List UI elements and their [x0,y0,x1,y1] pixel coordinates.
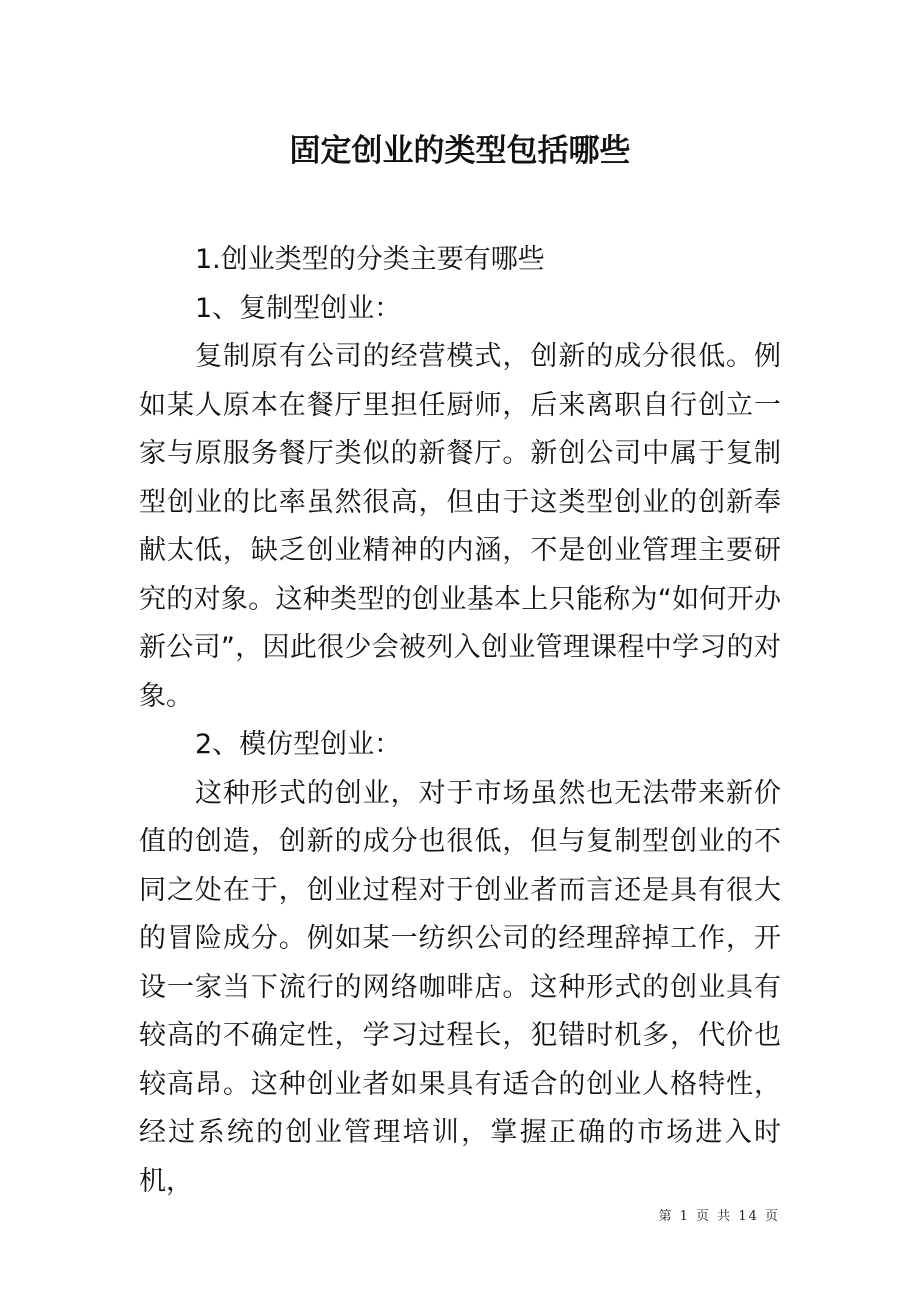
document-body [139,236,781,1206]
body-paragraph: 复制原有公司的经营模式，创新的成分很低。例如某人原本在餐厅里担任厨师，后来离职自行创立一家与原服务餐厅类似的新餐厅。新创公司中属于复制型创业的比率虽然很高，但由于这类型创业的创新奉献太低，缺乏创业精神的内涵，不是创业管理主要研究的对象。这种类型的创业基本上只能称为“如何开办新公司”，因此很少会被列入创业管理课程中学习的对象。 [139,341,781,712]
page-number-footer: 第 1 页 共 14 页 [658,1209,780,1224]
section-heading: 1.创业类型的分类主要有哪些 [195,244,545,275]
document-title: 固定创业的类型包括哪些 [289,133,631,169]
subsection-heading: 1、复制型创业： [195,292,402,324]
body-paragraph: 这种形式的创业，对于市场虽然也无法带来新价值的创造，创新的成分也很低，但与复制型创业的不同之处在于，创业过程对于创业者而言还是具有很大的冒险成分。例如某一纺织公司的经理辞掉工作，开设一家当下流行的网络咖啡店。这种形式的创业具有较高的不确定性，学习过程长，犯错时机多，代价也较高昂。这种创业者如果具有适合的创业人格特性，经过系统的创业管理培训，掌握正确的市场进入时机， [139,777,781,1197]
subsection-heading: 2、模仿型创业： [195,729,402,760]
